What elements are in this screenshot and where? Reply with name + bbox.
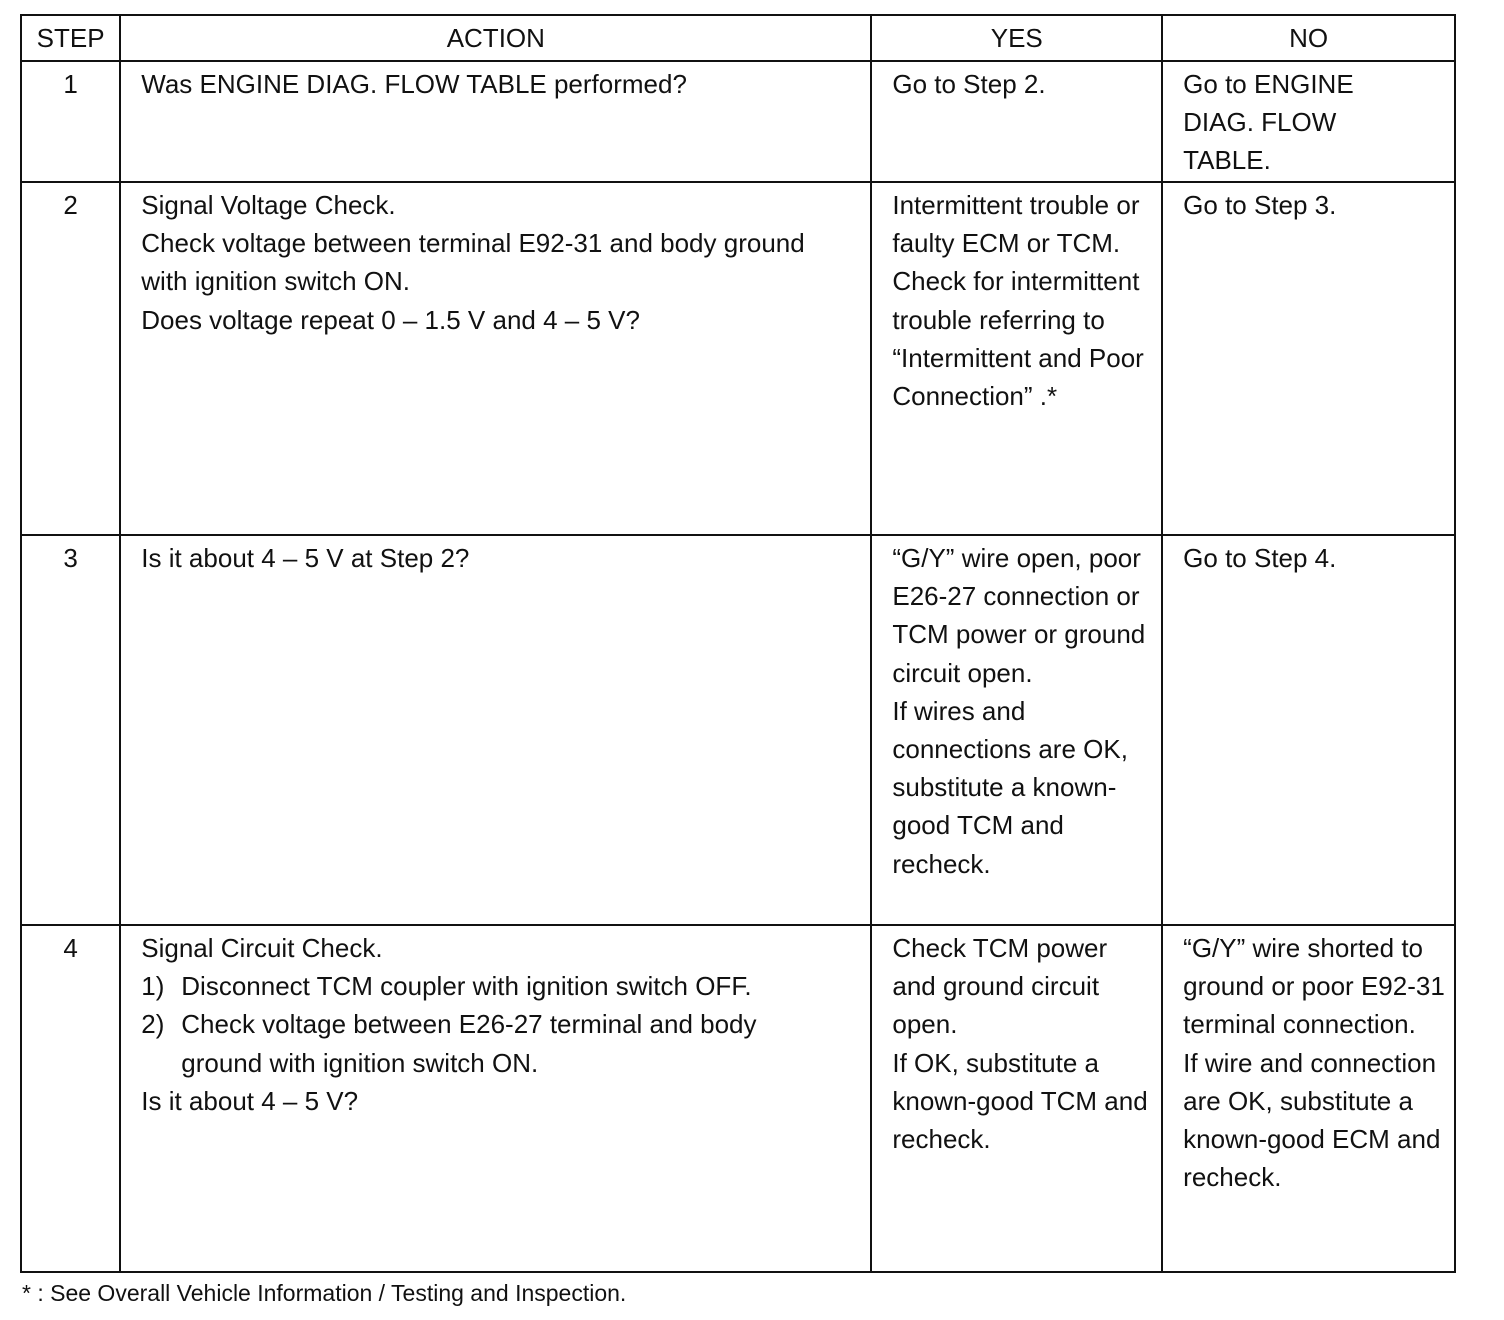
table-row <box>21 535 1455 925</box>
footnote: * : See Overall Vehicle Information / Testing and Inspection. <box>22 1280 627 1306</box>
action-title: Signal Circuit Check. <box>141 933 383 963</box>
action-cell <box>120 61 871 182</box>
step-number: 4 <box>21 925 120 1272</box>
step-number: 1 <box>21 61 120 182</box>
table-row <box>21 182 1455 535</box>
step-number: 2 <box>21 182 120 535</box>
yes-text: Check for intermittent trouble referring to “Intermittent and Poor Connection” .* <box>892 266 1144 412</box>
no-text: If wire and connection are OK, substitute a known-good ECM and recheck. <box>1183 1047 1441 1193</box>
action-question: Is it about 4 – 5 V at Step 2? <box>141 543 470 573</box>
yes-text: If OK, substitute a known-good TCM and recheck. <box>892 1047 1148 1155</box>
substep-text: Check voltage between E26-27 terminal and body ground with ignition switch ON. <box>181 1009 757 1078</box>
yes-cell <box>871 925 1162 1272</box>
substep-item <box>141 1005 858 1081</box>
yes-text: “G/Y” wire open, poor E26-27 connection or TCM power or ground circuit open. <box>892 543 1146 688</box>
no-cell <box>1162 61 1455 182</box>
action-cell <box>120 182 871 535</box>
no-text: Go to Step 4. <box>1183 543 1337 573</box>
no-text: Go to Step 3. <box>1183 190 1337 220</box>
table-header-row <box>21 15 1455 61</box>
substep-number: 1) <box>141 971 165 1002</box>
action-title: Signal Voltage Check. <box>141 190 396 220</box>
no-cell <box>1162 182 1455 535</box>
diagnosis-table <box>20 14 1456 1273</box>
action-question: Is it about 4 – 5 V? <box>141 1085 359 1116</box>
no-cell <box>1162 535 1455 925</box>
header-action: ACTION <box>120 15 871 61</box>
substep-list <box>141 967 858 1082</box>
substep-number: 2) <box>141 1009 165 1040</box>
substep-text: Disconnect TCM coupler with ignition switch OFF. <box>181 971 752 1002</box>
table-row <box>21 61 1455 182</box>
yes-cell <box>871 61 1162 182</box>
no-text: Go to ENGINE DIAG. FLOW TABLE. <box>1183 69 1354 176</box>
substep-item <box>141 967 858 1005</box>
step-number: 3 <box>21 535 120 925</box>
yes-cell <box>871 535 1162 925</box>
no-text: “G/Y” wire shorted to ground or poor E92-31 terminal connection. <box>1183 933 1445 1040</box>
action-question: Does voltage repeat 0 – 1.5 V and 4 – 5 V? <box>141 304 640 335</box>
table-row <box>21 925 1455 1272</box>
action-cell <box>120 535 871 925</box>
yes-text: Go to Step 2. <box>892 69 1046 99</box>
header-step: STEP <box>21 15 120 61</box>
header-no: NO <box>1162 15 1455 61</box>
action-cell <box>120 925 871 1272</box>
action-text: Check voltage between terminal E92-31 and body ground with ignition switch ON. <box>141 228 805 297</box>
header-yes: YES <box>871 15 1162 61</box>
yes-text: If wires and connections are OK, substitute a known-good TCM and recheck. <box>892 695 1128 879</box>
yes-cell <box>871 182 1162 535</box>
yes-text: Intermittent trouble or faulty ECM or TCM. <box>892 190 1140 259</box>
action-text: Was ENGINE DIAG. FLOW TABLE performed? <box>141 69 687 99</box>
no-cell <box>1162 925 1455 1272</box>
yes-text: Check TCM power and ground circuit open. <box>892 933 1108 1040</box>
